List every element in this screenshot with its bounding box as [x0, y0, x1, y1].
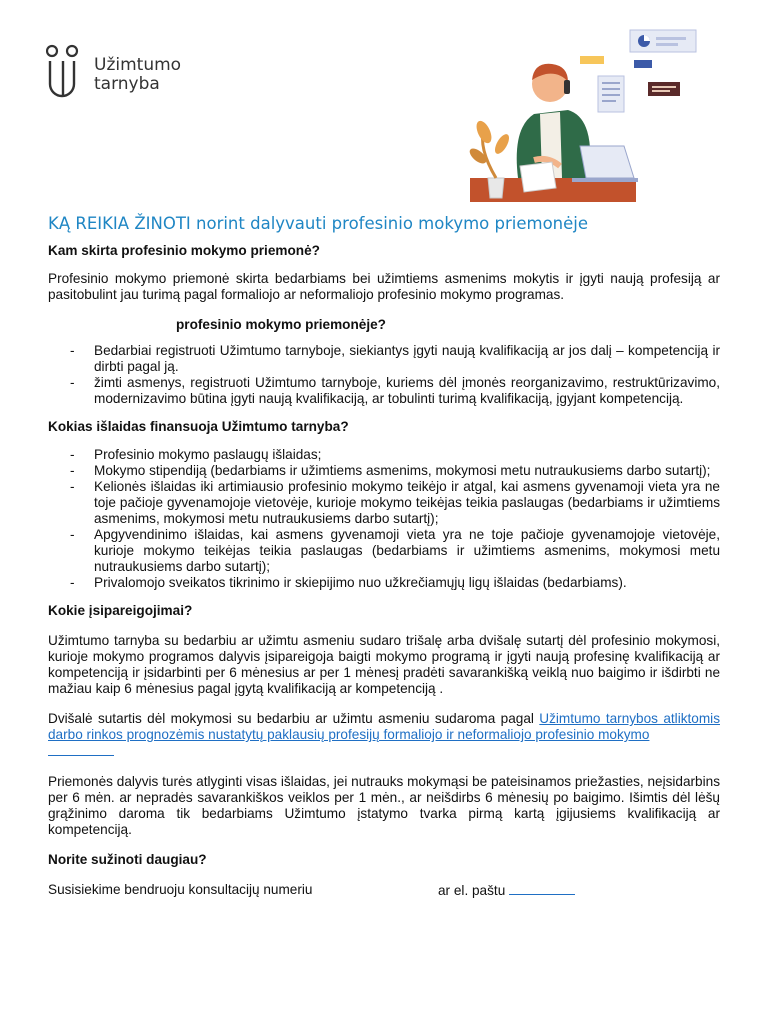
logo: [46, 44, 216, 104]
participants-list: [48, 343, 720, 407]
contact-row: [48, 882, 720, 898]
section-heading-obligations: Kokie įsipareigojimai?: [48, 603, 193, 618]
list-item: - Bedarbiai registruoti Užimtumo tarnyboje, siekiantys įgyti naują kvalifikaciją ar jos dalį – kompetenciją ir dirbti pagal ją.: [48, 343, 720, 375]
section-heading-participants: profesinio mokymo priemonėje?: [176, 317, 386, 332]
list-item: - Privalomojo sveikatos tikrinimo ir skiepijimo nuo užkrečiamųjų ligų išlaidas (bedarbiams).: [48, 575, 720, 591]
page-title: KĄ REIKIA ŽINOTI norint dalyvauti profesinio mokymo priemonėje: [48, 214, 589, 233]
list-item: - Kelionės išlaidas iki artimiausio profesinio mokymo teikėjo ir atgal, kai asmens gyvenamoji vieta yra ne toje pačioje gyvenamojoje vietovėje, kurioje mokymo teikėjas teikia paslaugas (bedarbiams ir užimtiems asmenims, mokymosi metu nutraukusiems darbo sutartį);: [48, 479, 720, 527]
who-for-text: Profesinio mokymo priemonė skirta bedarbiams bei užimtiems asmenims mokytis ir įgyti naują profesiją ar pasitobulint jau turimą pagal formaliojo ar neformaliojo profesinio mokymo programas.: [48, 271, 720, 302]
logo-line-1: Užimtumo: [94, 55, 182, 75]
link-blank: [48, 743, 114, 756]
section-heading-costs: Kokias išlaidas finansuoja Užimtumo tarnyba?: [48, 419, 349, 434]
section-heading-who-for: Kam skirta profesinio mokymo priemonė?: [48, 243, 320, 258]
office-worker-phone-illustration: [468, 28, 704, 204]
obligations-paragraph-2: [48, 711, 720, 760]
logo-line-2: tarnyba: [94, 74, 160, 94]
document-body: [48, 243, 720, 898]
uzimtumo-logo-icon: [46, 44, 86, 104]
professions-list-link[interactable]: Užimtumo tarnybos atliktomis darbo rinkos prognozėmis nustatytų paklausių profesijų formaliojo ir neformaliojo profesinio mokymo: [48, 711, 720, 742]
section-heading-more: Norite sužinoti daugiau?: [48, 852, 207, 867]
costs-list: [48, 447, 720, 591]
list-item: - Profesinio mokymo paslaugų išlaidas;: [48, 447, 720, 463]
contact-email-text: ar el. paštu: [438, 883, 506, 898]
obligations-paragraph-2-text: Dvišalė sutartis dėl mokymosi su bedarbiu ar užimtu asmeniu sudaroma pagal: [48, 711, 540, 726]
obligations-paragraph-3: Priemonės dalyvis turės atlyginti visas išlaidas, jei nutrauks mokymąsi be pateisinamos priežasties, neįsidarbins per 6 mėn. ar nepradės savarankiškos veiklos per 1 mėn., ar neišdirbs 6 mėnesių po baigimo. Išimtis dėl lėšų grąžinimo daroma tik bedarbiams Užimtumo įstatymo tvarka pirmą kartą įgijusiems kvalifikaciją ar kompetenciją.: [48, 774, 720, 837]
list-item: - Mokymo stipendiją (bedarbiams ir užimtiems asmenims, mokymosi metu nutraukusiems darbo sutartį);: [48, 463, 720, 479]
list-item: - Apgyvendinimo išlaidas, kai asmens gyvenamoji vieta yra ne toje pačioje gyvenamojoje vietovėje, kurioje mokymo teikėjas teikia paslaugas (bedarbiams ir užimtiems asmenims, mokymosi metu nutraukusiems darbo sutartį);: [48, 527, 720, 575]
obligations-paragraph-1: Užimtumo tarnyba su bedarbiu ar užimtu asmeniu sudaro trišalę arba dvišalę sutartį dėl profesinio mokymosi, kurioje mokymo programos dalyvis įsipareigoja baigti mokymo programą ir įgyti naują profesinę kvalifikaciją ar kompetenciją ir įsidarbinti per 6 mėnesius ar per 1 mėnesį pradėti savarankišką veiklą nuo baigimo ir išdirbti ne mažiau kaip 6 mėnesius pagal įgytą kvalifikaciją ar kompetenciją .: [48, 633, 720, 696]
list-item: - žimti asmenys, registruoti Užimtumo tarnyboje, kuriems dėl įmonės reorganizavimo, restruktūrizavimo, modernizavimo būtina įgyti naują kvalifikaciją, ar tobulinti turimą kvalifikaciją, įgyjant kompetenciją.: [48, 375, 720, 407]
email-blank-link[interactable]: [509, 882, 575, 895]
contact-email-text-wrap: [438, 882, 575, 899]
contact-phone-text: Susisiekime bendruoju konsultacijų numeriu: [48, 882, 313, 897]
logo-text: [94, 56, 181, 94]
